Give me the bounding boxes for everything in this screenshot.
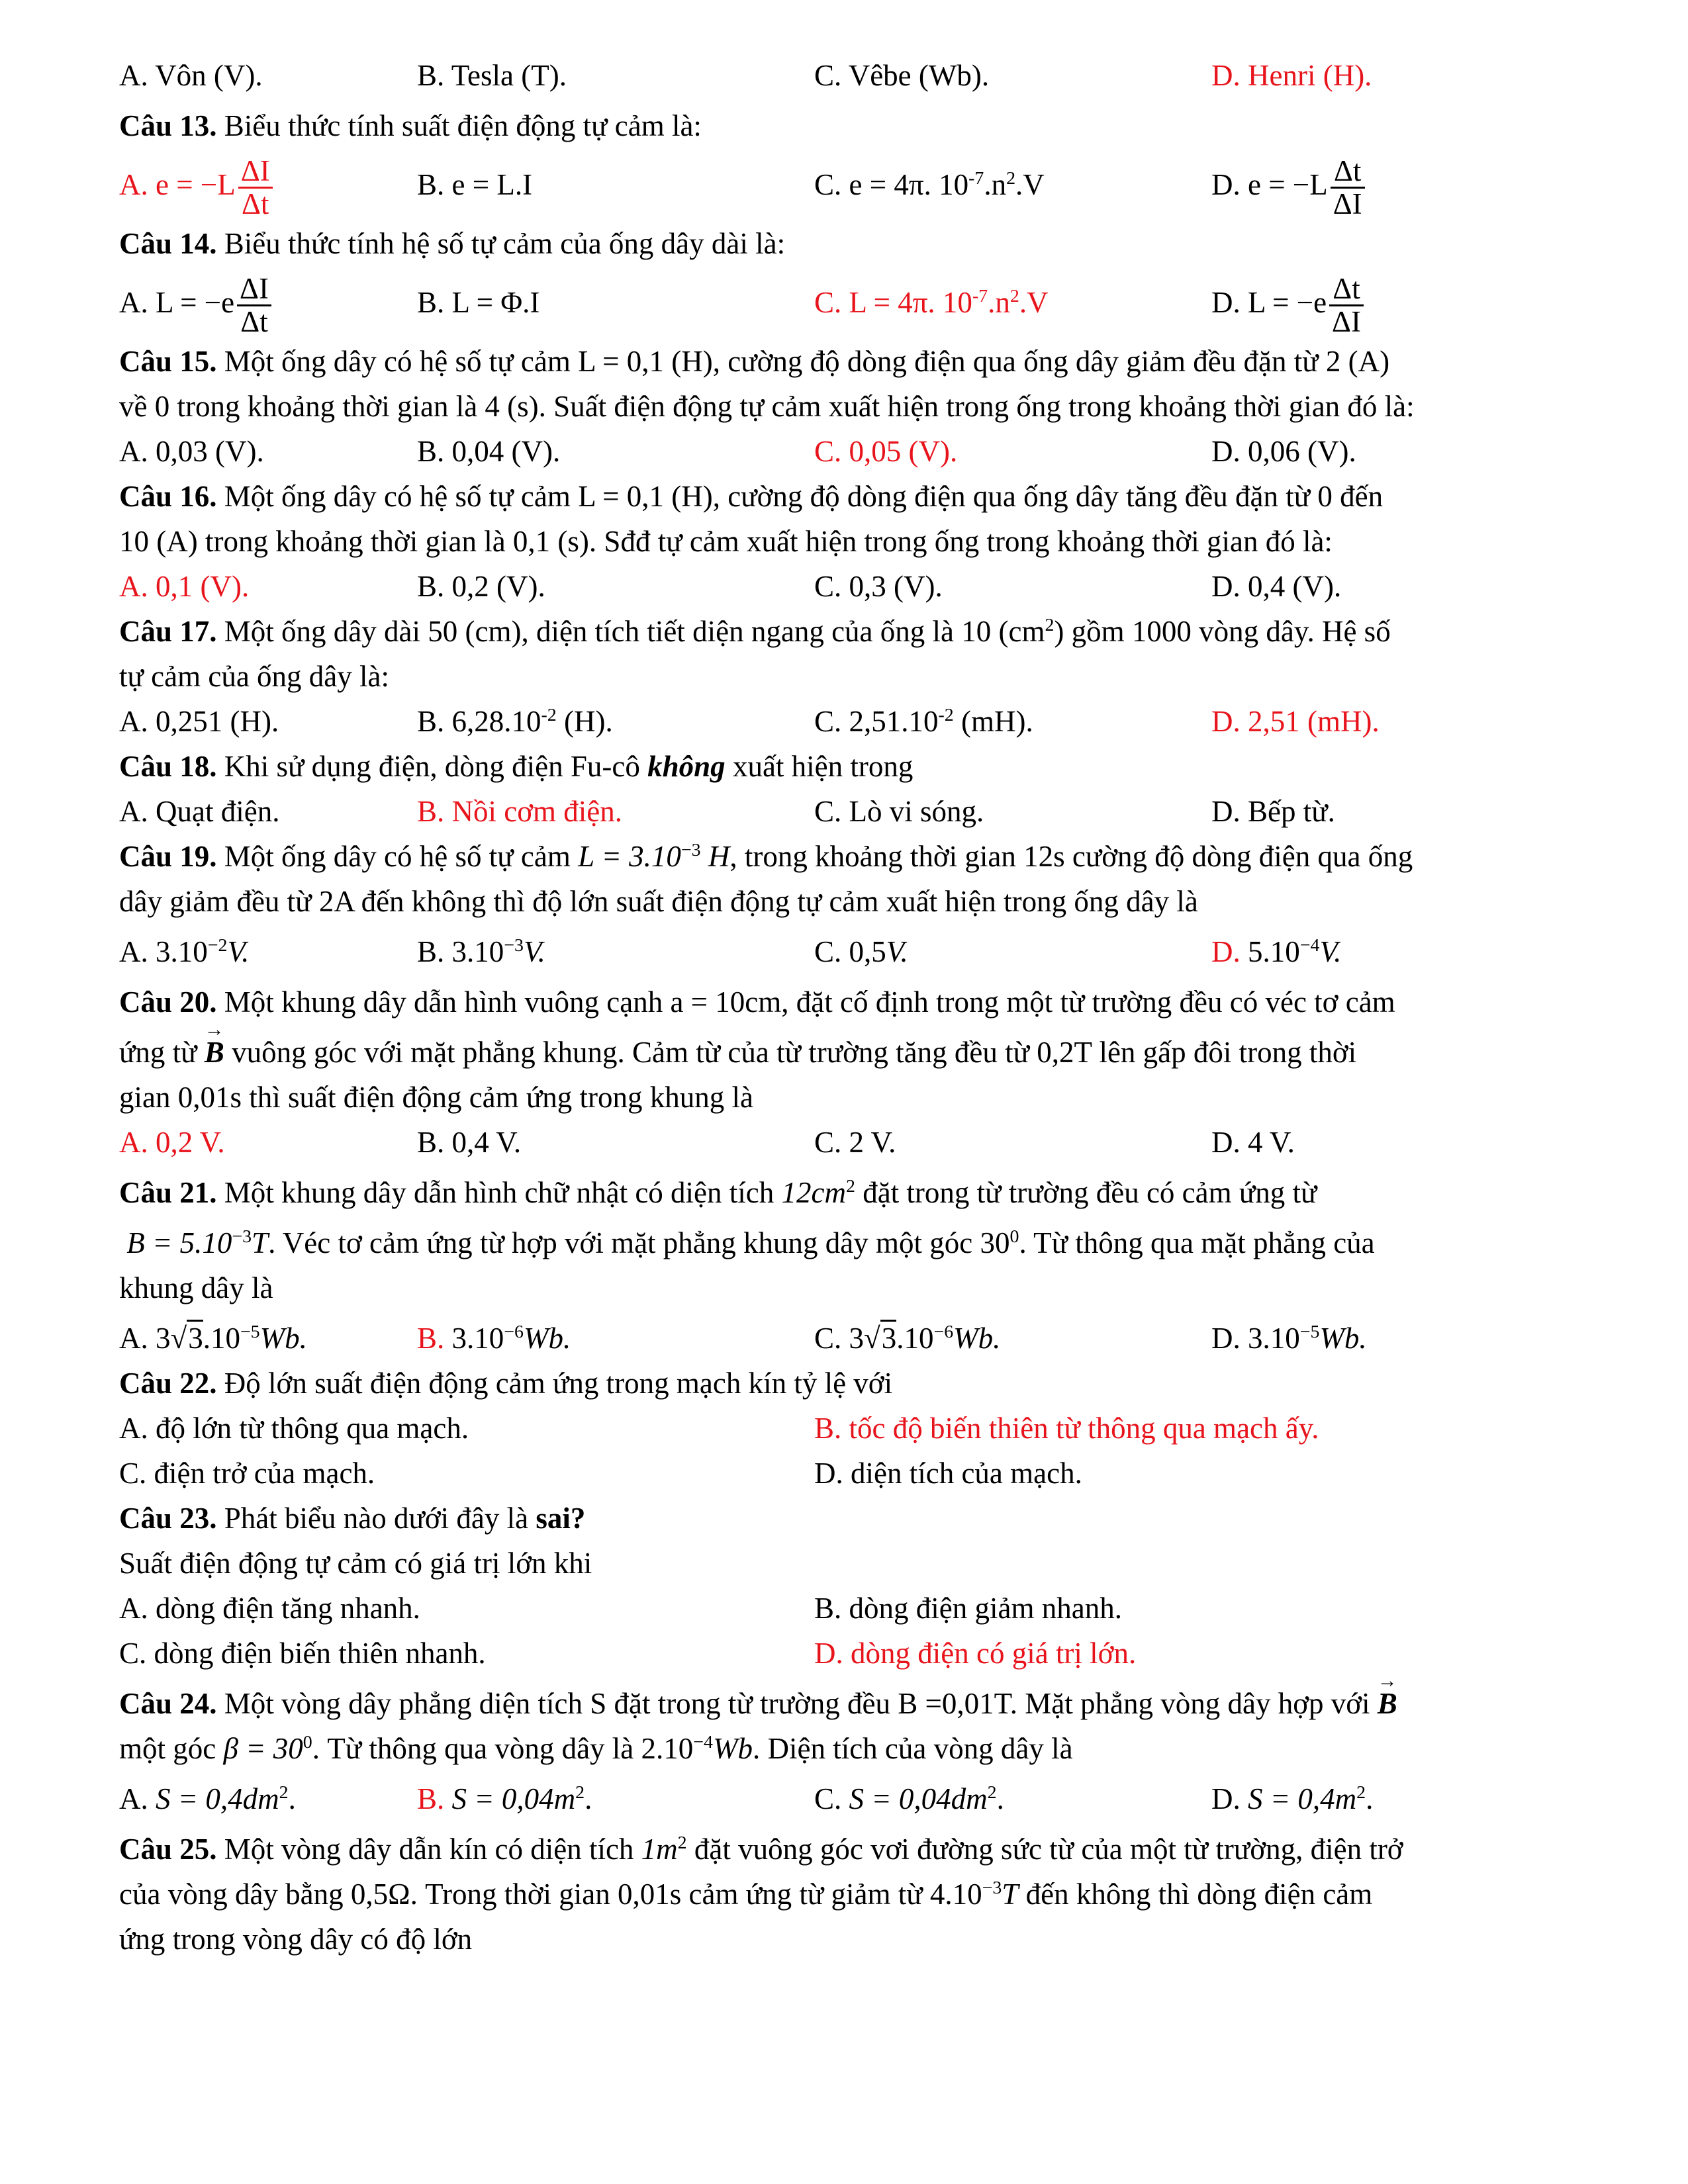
- q23-option-d-correct: D. dòng điện có giá trị lớn.: [814, 1637, 1137, 1670]
- q19-text-line2: dây giảm đều từ 2A đến không thì độ lớn suất điện động tự cảm xuất hiện trong ống dây là: [119, 885, 1198, 918]
- q18-options: [119, 789, 1575, 834]
- q15-options: [119, 429, 1575, 474]
- q21-text-line2-a: . Véc tơ cảm ứng từ hợp với mặt phẳng khung dây một góc: [268, 1226, 980, 1259]
- q21-stem-line3: [119, 1265, 1575, 1310]
- q22-option-c: C. điện trở của mạch.: [119, 1457, 375, 1490]
- q15-option-a: A. 0,03 (V).: [119, 435, 264, 468]
- q16-text-line1: Một ống dây có hệ số tự cảm L = 0,1 (H), cường độ dòng điện qua ống dây tăng đều đặn từ 0 đến: [216, 480, 1383, 513]
- q17-c-suffix: (mH).: [953, 705, 1033, 738]
- q17-stem-line1: [119, 609, 1575, 654]
- q22-stem: [119, 1361, 1575, 1406]
- q19-b-val: 3.10: [451, 935, 504, 968]
- q14-options: [119, 266, 1575, 339]
- q24-stem-line1: [119, 1681, 1575, 1726]
- q17-text-b: ) gồm 1000 vòng dây. Hệ số: [1054, 615, 1391, 648]
- q14-d-denominator: ΔI: [1332, 305, 1361, 339]
- q14-d-fraction: [1329, 273, 1364, 338]
- q19-d-val: 5.10: [1248, 935, 1300, 968]
- q17-b-exp: -2: [541, 705, 557, 725]
- q13-c-suffix: .V: [1015, 168, 1045, 201]
- q19-number: Câu 19.: [119, 840, 217, 873]
- q21-c-label: C. 3: [814, 1322, 865, 1355]
- q17-b-suffix: (H).: [556, 705, 613, 738]
- q25-stem-line2: [119, 1872, 1575, 1917]
- q20-stem-line1: [119, 979, 1575, 1024]
- q13-option-d: [1211, 148, 1368, 221]
- q24-text-line1: Một vòng dây phẳng diện tích S đặt trong từ trường đều B =0,01T. Mặt phẳng vòng dây hợp với: [216, 1687, 1378, 1720]
- q22-options-row2: [119, 1451, 1575, 1496]
- q22-option-a: A. độ lớn từ thông qua mạch.: [119, 1412, 469, 1445]
- q17-option-b: [417, 699, 613, 744]
- q13-a-denominator: Δt: [241, 187, 269, 221]
- q19-c-val: 0,5: [849, 935, 886, 968]
- q24-stem-line2: [119, 1726, 1575, 1771]
- q24-phi-exp: −4: [693, 1732, 713, 1752]
- q18-option-a: A. Quạt điện.: [119, 795, 280, 828]
- q17-option-c: [814, 699, 1033, 744]
- q16-number: Câu 16.: [119, 480, 217, 513]
- q16-text-line2: 10 (A) trong khoảng thời gian là 0,1 (s). Sđđ tự cảm xuất hiện trong ống trong khoảng thời gian đó là:: [119, 525, 1333, 558]
- q20-text-line1: Một khung dây dẫn hình vuông cạnh a = 10cm, đặt cố định trong một từ trường đều có véc tơ cảm: [216, 985, 1395, 1019]
- q16-option-b: B. 0,2 (V).: [417, 570, 545, 603]
- q13-d-prefix: D. e = −L: [1211, 168, 1328, 201]
- q14-stem: [119, 221, 1575, 266]
- q22-text: Độ lớn suất điện động cảm ứng trong mạch kín tỷ lệ với: [216, 1367, 893, 1400]
- q18-option-b-correct: B. Nồi cơm điện.: [417, 795, 623, 828]
- q24-a-label: A.: [119, 1782, 148, 1815]
- q20-options: [119, 1120, 1575, 1165]
- q19-formula-a: L = 3.10: [578, 840, 681, 873]
- q24-b-label: B.: [417, 1782, 445, 1815]
- q19-c-unit: V.: [886, 935, 908, 968]
- q15-option-b: B. 0,04 (V).: [417, 435, 561, 468]
- q19-d-exp: −4: [1299, 935, 1320, 956]
- q19-stem-line2: [119, 879, 1575, 924]
- q18-option-c: C. Lò vi sóng.: [814, 795, 984, 828]
- q12-option-b: B. Tesla (T).: [417, 59, 567, 92]
- q25-number: Câu 25.: [119, 1833, 217, 1866]
- q13-d-numerator: Δt: [1331, 156, 1365, 189]
- q23-option-c: C. dòng điện biến thiên nhanh.: [119, 1637, 486, 1670]
- q21-c-radicand: 3: [880, 1320, 897, 1355]
- q21-angle-exp: 0: [1009, 1226, 1019, 1247]
- q17-number: Câu 17.: [119, 615, 217, 648]
- q23-option-b: B. dòng điện giảm nhanh.: [814, 1592, 1122, 1625]
- q20-text-line2-a: ứng từ: [119, 1036, 205, 1069]
- q21-options: [119, 1316, 1575, 1361]
- q24-phi: 2.10: [641, 1732, 694, 1765]
- q25-area-exp: 2: [677, 1833, 687, 1853]
- q22-number: Câu 22.: [119, 1367, 217, 1400]
- q18-text-a: Khi sử dụng điện, dòng điện Fu-cô: [216, 750, 648, 783]
- q21-text-line2-b: . Từ thông qua mặt phẳng của: [1019, 1226, 1375, 1259]
- q21-area-exp: 2: [846, 1176, 855, 1197]
- q22-option-d: D. diện tích của mạch.: [814, 1457, 1082, 1490]
- q21-c-unit: Wb.: [953, 1322, 1001, 1355]
- q20-option-c: C. 2 V.: [814, 1126, 896, 1159]
- q24-d-exp: 2: [1356, 1782, 1366, 1803]
- q25-text-line3: ứng trong vòng dây có độ lớn: [119, 1923, 473, 1956]
- q13-d-fraction: [1331, 156, 1365, 220]
- q21-stem-line1: [119, 1170, 1575, 1215]
- q21-a-label: A. 3: [119, 1322, 171, 1355]
- q15-option-d: D. 0,06 (V).: [1211, 435, 1356, 468]
- q17-text-a: Một ống dây dài 50 (cm), diện tích tiết diện ngang của ống là 10 (cm: [216, 615, 1045, 648]
- q14-c-exp2: 2: [1009, 286, 1019, 306]
- q21-a-radicand: 3: [187, 1320, 203, 1355]
- q13-options: [119, 148, 1575, 221]
- q14-number: Câu 14.: [119, 227, 217, 260]
- q16-stem-line2: [119, 519, 1575, 564]
- q13-stem: [119, 103, 1575, 148]
- q22-option-b-correct: B. tốc độ biến thiên từ thông qua mạch ấy.: [814, 1412, 1319, 1445]
- q24-options: [119, 1776, 1575, 1821]
- q12-option-c: C. Vêbe (Wb).: [814, 59, 990, 92]
- q24-d-end: .: [1366, 1782, 1374, 1815]
- q25-text-line2-c: đến không thì dòng điện cảm: [1018, 1878, 1373, 1911]
- q24-option-b-correct: [417, 1776, 592, 1821]
- q21-option-d: [1211, 1316, 1367, 1361]
- q17-stem-line2: [119, 654, 1575, 699]
- q13-option-a-correct: [119, 148, 275, 221]
- q14-c-prefix: C. L = 4π. 10: [814, 286, 972, 319]
- q19-b-exp: −3: [504, 935, 524, 956]
- q25-stem-line3: [119, 1917, 1575, 1962]
- q20-number: Câu 20.: [119, 985, 217, 1019]
- q24-phi-unit: Wb: [712, 1732, 753, 1765]
- q19-a-exp: −2: [207, 935, 228, 956]
- q21-b-label: B.: [417, 1322, 445, 1355]
- q19-option-b: [417, 929, 545, 974]
- q24-a-end: .: [288, 1782, 296, 1815]
- q14-a-denominator: Δt: [240, 305, 268, 339]
- q21-d-val: 3.10: [1248, 1322, 1300, 1355]
- q21-number: Câu 21.: [119, 1176, 217, 1209]
- q17-b-prefix: B. 6,28.10: [417, 705, 541, 738]
- q18-stem: [119, 744, 1575, 789]
- q19-formula-exp: −3: [680, 840, 701, 860]
- q24-option-a: [119, 1776, 296, 1821]
- q13-c-exp2: 2: [1006, 168, 1016, 189]
- q24-a-val: S = 0,4dm: [156, 1782, 279, 1815]
- q20-option-a-correct: A. 0,2 V.: [119, 1126, 225, 1159]
- q16-option-a-correct: A. 0,1 (V).: [119, 570, 250, 603]
- q21-text-line3: khung dây là: [119, 1271, 273, 1304]
- q14-c-exp: -7: [972, 286, 988, 306]
- q20-vector-b: → B: [205, 1030, 224, 1075]
- q17-option-d-correct: D. 2,51 (mH).: [1211, 705, 1380, 738]
- q20-text-line2-b: vuông góc với mặt phẳng khung. Cảm từ của từ trường tăng đều từ 0,2T lên gấp đôi trong thời: [224, 1036, 1357, 1069]
- q15-stem-line1: [119, 339, 1575, 384]
- q25-stem-line1: [119, 1827, 1575, 1872]
- q24-c-end: .: [996, 1782, 1004, 1815]
- q15-number: Câu 15.: [119, 345, 217, 378]
- q14-option-a: [119, 266, 274, 339]
- q24-a-exp: 2: [279, 1782, 289, 1803]
- q22-options-row1: [119, 1406, 1575, 1451]
- q18-text-b: xuất hiện trong: [725, 750, 914, 783]
- q24-number: Câu 24.: [119, 1687, 217, 1720]
- q23-stem-line2: [119, 1541, 1575, 1586]
- q17-c-exp: -2: [938, 705, 954, 725]
- q13-number: Câu 13.: [119, 109, 217, 142]
- q24-d-val: S = 0,4m: [1248, 1782, 1357, 1815]
- q18-text-emphasis: không: [647, 750, 726, 783]
- q25-text-a: Một vòng dây dẫn kín có diện tích: [216, 1833, 641, 1866]
- q19-options: [119, 929, 1575, 974]
- worksheet-page: [119, 53, 1575, 1962]
- q21-a-unit: Wb.: [259, 1322, 307, 1355]
- q19-a-label: A.: [119, 935, 148, 968]
- q13-c-prefix: C. e = 4π. 10: [814, 168, 969, 201]
- q17-c-prefix: C. 2,51.10: [814, 705, 939, 738]
- q21-d-unit: Wb.: [1319, 1322, 1367, 1355]
- q14-text: Biểu thức tính hệ số tự cảm của ống dây dài là:: [216, 227, 786, 260]
- q19-formula-unit: H: [708, 840, 730, 873]
- q21-c-exp: −6: [933, 1322, 954, 1342]
- q19-b-unit: V.: [523, 935, 545, 968]
- q24-vector-b: → B: [1378, 1681, 1397, 1726]
- q25-text-b: đặt vuông góc vơi đường sức từ của một từ trường, điện trở: [686, 1833, 1403, 1866]
- q25-b-exp: −3: [982, 1878, 1002, 1898]
- q23-text-b: sai?: [536, 1502, 586, 1535]
- q23-options-row2: [119, 1631, 1575, 1676]
- q25-b-unit: T: [1002, 1878, 1019, 1911]
- q23-stem-text: Suất điện động tự cảm có giá trị lớn khi: [119, 1547, 592, 1580]
- q19-d-unit: V.: [1319, 935, 1342, 968]
- q25-b-val: 4.10: [929, 1878, 982, 1911]
- q17-options: [119, 699, 1575, 744]
- q21-option-c: C. $3√3.10^{-6}Wb$.: [814, 1316, 1000, 1361]
- q21-area: 12cm: [781, 1176, 846, 1209]
- q19-text-b: , trong khoảng thời gian 12s cường độ dòng điện qua ống: [729, 840, 1413, 873]
- q21-angle: 30: [980, 1226, 1010, 1259]
- q19-a-val: 3.10: [156, 935, 208, 968]
- q21-b-unit: T: [252, 1226, 269, 1259]
- q23-stem: [119, 1496, 1575, 1541]
- q21-text-a: Một khung dây dẫn hình chữ nhật có diện tích: [216, 1176, 782, 1209]
- q24-option-d: [1211, 1776, 1373, 1821]
- q24-c-exp: 2: [987, 1782, 997, 1803]
- q15-stem-line2: [119, 384, 1575, 429]
- q25-area: 1m: [641, 1833, 678, 1866]
- q13-c-exp: -7: [968, 168, 984, 189]
- q24-beta: β = 30: [223, 1732, 303, 1765]
- q13-option-c: [814, 148, 1045, 221]
- q14-c-suffix: .V: [1019, 286, 1049, 319]
- q14-option-d: [1211, 266, 1366, 339]
- q13-a-fraction: [238, 156, 273, 220]
- q13-d-denominator: ΔI: [1333, 187, 1362, 221]
- q21-a-exp: −5: [240, 1322, 260, 1342]
- q21-b-val: 3.10: [451, 1322, 504, 1355]
- q23-number: Câu 23.: [119, 1502, 217, 1535]
- q24-text-line2-b: . Từ thông qua vòng dây là: [312, 1732, 641, 1765]
- q19-option-d-correct: [1211, 929, 1341, 974]
- q13-text: Biểu thức tính suất điện động tự cảm là:: [216, 109, 702, 142]
- q18-option-d: D. Bếp từ.: [1211, 795, 1335, 828]
- q23-options-row1: [119, 1586, 1575, 1631]
- q24-d-label: D.: [1211, 1782, 1241, 1815]
- q19-a-unit: V.: [227, 935, 250, 968]
- q20-text-line3: gian 0,01s thì suất điện động cảm ứng trong khung là: [119, 1081, 754, 1114]
- q21-d-exp: −5: [1299, 1322, 1320, 1342]
- q19-d-label: D.: [1211, 935, 1241, 968]
- q14-d-numerator: Δt: [1329, 273, 1364, 306]
- q21-stem-line2: [119, 1220, 1575, 1265]
- q24-b-val: S = 0,04m: [451, 1782, 576, 1815]
- q16-stem-line1: [119, 474, 1575, 519]
- q25-text-line2-b: . Trong thời gian 0,01s cảm ứng từ giảm từ: [410, 1878, 930, 1911]
- q21-b-formula: B = 5.10: [126, 1226, 232, 1259]
- q17-text-exp: 2: [1045, 615, 1055, 635]
- q16-option-d: D. 0,4 (V).: [1211, 570, 1342, 603]
- q14-d-prefix: D. L = −e: [1211, 286, 1327, 319]
- q14-a-prefix: A. L = −e: [119, 286, 235, 319]
- q21-a-val: .10: [203, 1322, 240, 1355]
- q24-text-line2-c: . Diện tích của vòng dây là: [752, 1732, 1073, 1765]
- q24-c-val: S = 0,04dm: [849, 1782, 988, 1815]
- q12-option-d-correct: D. Henri (H).: [1211, 59, 1372, 92]
- q13-option-b: B. e = L.I: [417, 168, 533, 201]
- q18-number: Câu 18.: [119, 750, 217, 783]
- q15-text-line1: Một ống dây có hệ số tự cảm L = 0,1 (H), cường độ dòng điện qua ống dây giảm đều đặn từ 2 (A): [216, 345, 1390, 378]
- q19-b-label: B.: [417, 935, 445, 968]
- q21-b-exp: −3: [232, 1226, 252, 1247]
- q14-a-numerator: ΔI: [237, 273, 271, 306]
- q12-option-a: A. Vôn (V).: [119, 59, 263, 92]
- q23-option-a: A. dòng điện tăng nhanh.: [119, 1592, 420, 1625]
- q19-text-a: Một ống dây có hệ số tự cảm: [216, 840, 579, 873]
- q20-option-d: D. 4 V.: [1211, 1126, 1295, 1159]
- q24-b-exp: 2: [575, 1782, 585, 1803]
- q14-a-fraction: [237, 273, 271, 338]
- q13-a-prefix: A. e = −L: [119, 168, 236, 201]
- q12-options: [119, 53, 1575, 98]
- q21-option-a: A. $3√3.10^{-5}Wb$.: [119, 1316, 307, 1361]
- q19-option-a: [119, 929, 249, 974]
- q13-c-mid: .n: [984, 168, 1007, 201]
- q19-c-label: C.: [814, 935, 842, 968]
- q25-resistance: 0,5Ω: [350, 1878, 410, 1911]
- q20-stem-line3: [119, 1075, 1575, 1120]
- q21-d-label: D.: [1211, 1322, 1241, 1355]
- q15-option-c-correct: C. 0,05 (V).: [814, 435, 958, 468]
- q14-option-b: B. L = Φ.I: [417, 286, 540, 319]
- q21-option-b-correct: [417, 1316, 571, 1361]
- q17-text-line2: tự cảm của ống dây là:: [119, 660, 389, 693]
- q16-option-c: C. 0,3 (V).: [814, 570, 943, 603]
- q21-b-opt-exp: −6: [504, 1322, 524, 1342]
- q24-text-line2-a: một góc: [119, 1732, 224, 1765]
- q25-text-line2-a: của vòng dây bằng: [119, 1878, 351, 1911]
- q21-b-opt-unit: Wb.: [523, 1322, 571, 1355]
- q23-text-a: Phát biểu nào dưới đây là: [216, 1502, 536, 1535]
- q19-option-c: [814, 929, 908, 974]
- q21-text-b: đặt trong từ trường đều có cảm ứng từ: [855, 1176, 1317, 1209]
- q20-option-b: B. 0,4 V.: [417, 1126, 522, 1159]
- q24-option-c: [814, 1776, 1004, 1821]
- q14-c-mid: .n: [988, 286, 1010, 319]
- q21-c-val: .10: [896, 1322, 934, 1355]
- q24-beta-exp: 0: [303, 1732, 312, 1752]
- q20-stem-line2: [119, 1030, 1575, 1075]
- q17-option-a: A. 0,251 (H).: [119, 705, 279, 738]
- q14-option-c-correct: [814, 266, 1049, 339]
- q19-stem-line1: [119, 834, 1575, 879]
- q13-a-numerator: ΔI: [238, 156, 273, 189]
- q15-text-line2: về 0 trong khoảng thời gian là 4 (s). Suất điện động tự cảm xuất hiện trong ống trong khoảng thời gian đó là:: [119, 390, 1415, 423]
- q24-b-end: .: [585, 1782, 592, 1815]
- q24-c-label: C.: [814, 1782, 842, 1815]
- q16-options: [119, 564, 1575, 609]
